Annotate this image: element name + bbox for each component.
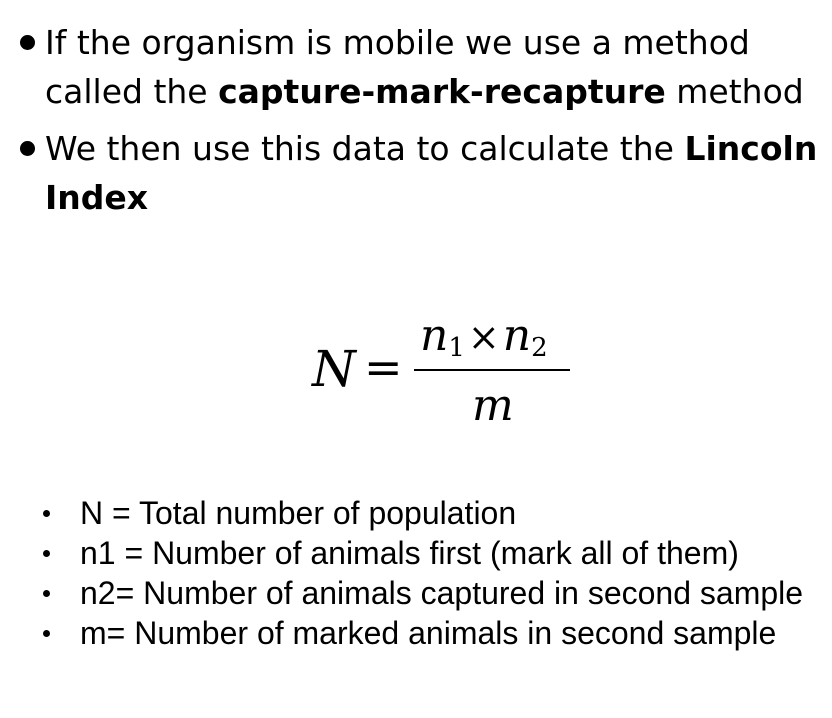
bullet-dot-icon bbox=[20, 35, 35, 50]
definition-text: n1 = Number of animals first (mark all of them) bbox=[80, 535, 739, 571]
bullet-dot-icon bbox=[43, 510, 50, 517]
formula-numerator bbox=[420, 310, 548, 363]
bullet-dot-icon bbox=[43, 550, 50, 557]
fraction-bar bbox=[414, 369, 570, 371]
definition-item bbox=[0, 613, 832, 653]
formula-denominator: m bbox=[472, 380, 514, 431]
formula-lhs: N bbox=[312, 340, 356, 398]
definition-item bbox=[0, 533, 832, 573]
bullet-lincoln-index bbox=[0, 124, 832, 222]
formula-equals: = bbox=[364, 340, 403, 394]
bullet-bold-term: Lincoln Index bbox=[45, 129, 818, 217]
bullet-text: If the organism is mobile we use a method called the bbox=[45, 23, 750, 111]
bullet-dot-icon bbox=[20, 141, 35, 156]
n1-base: n bbox=[420, 310, 449, 361]
lincoln-index-formula bbox=[312, 310, 602, 450]
top-bullet-list bbox=[0, 18, 832, 230]
bullet-bold-term: capture-mark-recapture bbox=[218, 72, 666, 111]
n1-subscript: 1 bbox=[448, 333, 465, 363]
definition-text: N = Total number of population bbox=[80, 495, 517, 531]
n2-subscript: 2 bbox=[531, 333, 548, 363]
definition-text: n2= Number of animals captured in second sample bbox=[80, 575, 804, 611]
bullet-dot-icon bbox=[43, 630, 50, 637]
definition-list bbox=[0, 493, 832, 653]
bullet-capture-method bbox=[0, 18, 832, 116]
n2-base: n bbox=[502, 310, 532, 361]
bullet-text: We then use this data to calculate the bbox=[45, 129, 685, 168]
bullet-text-tail: method bbox=[665, 72, 804, 111]
definition-text: m= Number of marked animals in second sample bbox=[80, 615, 777, 651]
times-symbol: × bbox=[467, 315, 500, 359]
definition-item bbox=[0, 573, 832, 613]
bullet-dot-icon bbox=[43, 590, 50, 597]
definition-item bbox=[0, 493, 832, 533]
